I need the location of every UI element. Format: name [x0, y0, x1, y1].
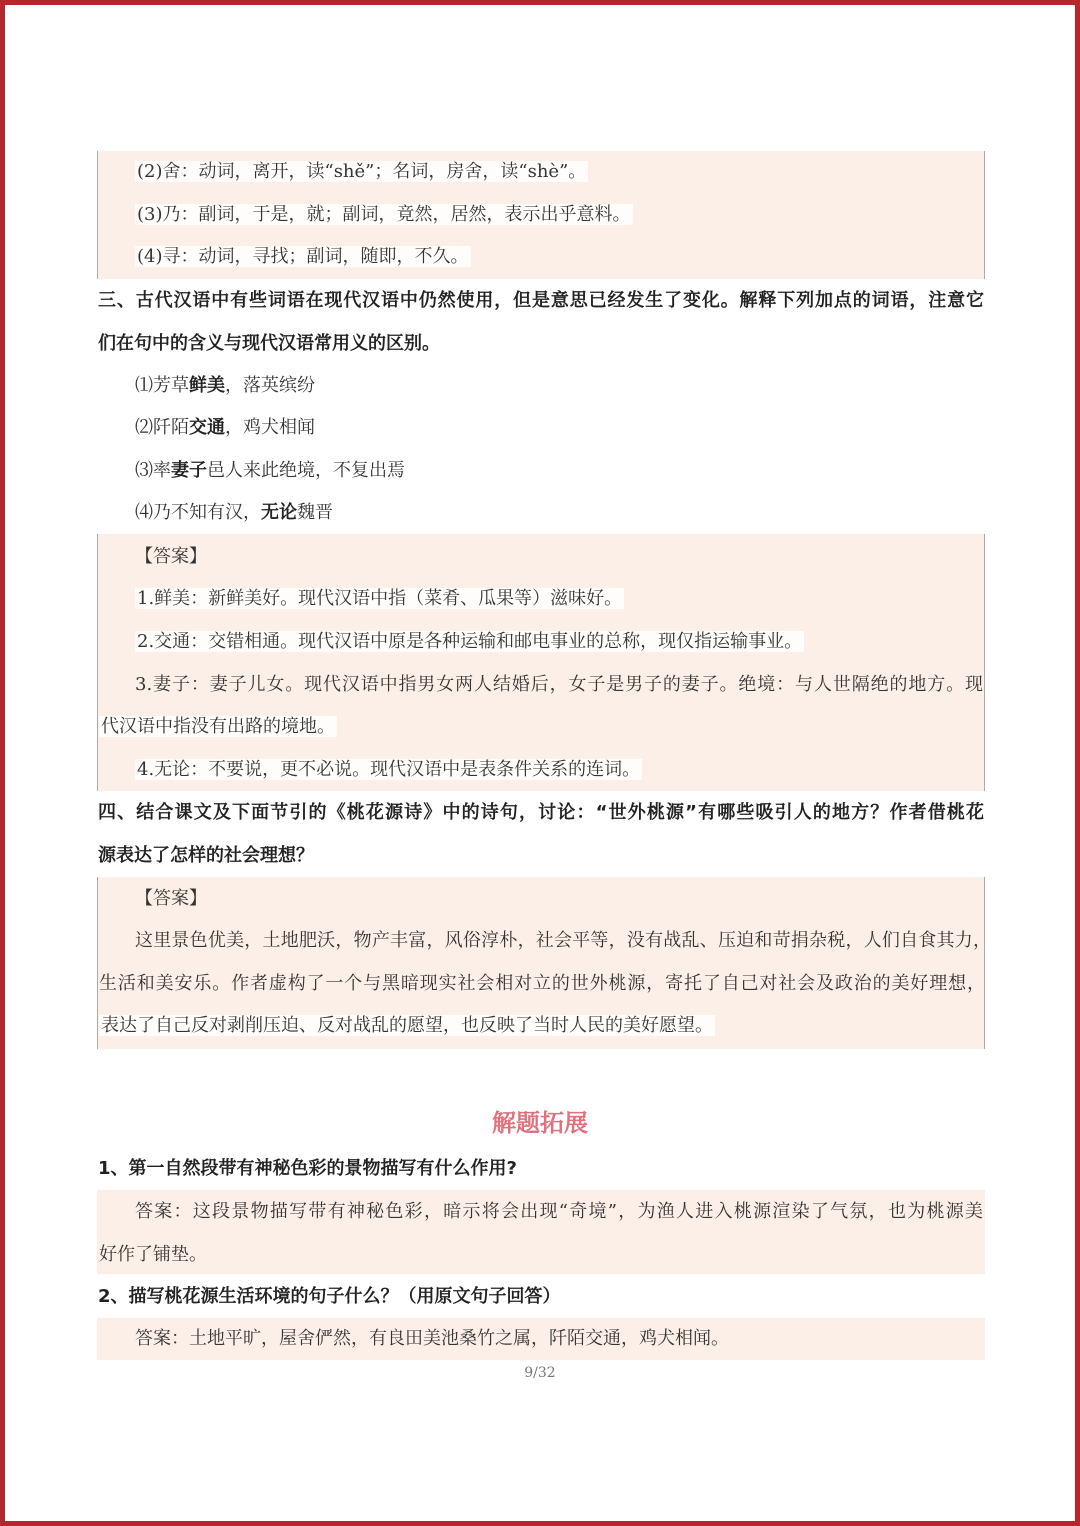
answer2-line2: 生活和美安乐。作者虚构了一个与黑暗现实社会相对立的世外桃源，寄托了自己对社会及政治的美好理想，	[99, 973, 985, 994]
box1-line1: (2)舍：动词，离开，读“shě”；名词，房舍，读“shè”。	[137, 161, 587, 182]
answer2-label: 【答案】	[135, 888, 207, 909]
answer1-item-3-line1: 3.妻子：妻子儿女。现代汉语中指男女两人结婚后，女子是男子的妻子。绝境：与人世隔绝的地方。现	[135, 674, 983, 695]
answer2-line1: 这里景色优美，土地肥沃，物产丰富，风俗淳朴，社会平等，没有战乱、压迫和苛捐杂税，人们自食其力，	[135, 930, 991, 951]
section-title: 解题拓展	[492, 1109, 588, 1137]
answer1-item-3-line2: 代汉语中指没有出路的境地。	[101, 716, 335, 737]
q3-heading-line2: 们在句中的含义与现代汉语常用义的区别。	[98, 333, 440, 354]
q3-item-3: ⑶率妻子邑人来此绝境，不复出焉	[135, 460, 405, 481]
q3-item-1: ⑴芳草鲜美，落英缤纷	[135, 375, 315, 396]
ext-answer-2: 答案：土地平旷，屋舍俨然，有良田美池桑竹之属，阡陌交通，鸡犬相闻。	[135, 1328, 729, 1349]
ext-question-2: 2、描写桃花源生活环境的句子什么？（用原文句子回答）	[98, 1286, 561, 1307]
q4-heading-line1: 四、结合课文及下面节引的《桃花源诗》中的诗句，讨论：“世外桃源”有哪些吸引人的地方？作者借桃花	[98, 802, 984, 823]
box1-line2: (3)乃：副词，于是，就；副词，竟然，居然，表示出乎意料。	[137, 204, 631, 225]
q4-heading-line2: 源表达了怎样的社会理想？	[98, 845, 314, 866]
box1-line3: (4)寻：动词，寻找；副词，随即，不久。	[137, 246, 469, 267]
ext-answer-1-line1: 答案：这段景物描写带有神秘色彩，暗示将会出现“奇境”，为渔人进入桃源渲染了气氛，也为桃源美	[135, 1201, 983, 1222]
ext-question-1: 1、第一自然段带有神秘色彩的景物描写有什么作用?	[98, 1158, 517, 1179]
page-number: 9/32	[524, 1365, 556, 1381]
q3-item-4: ⑷乃不知有汉，无论魏晋	[135, 502, 333, 523]
answer-box-q3	[97, 534, 985, 791]
q3-heading-line1: 三、古代汉语中有些词语在现代汉语中仍然使用，但是意思已经发生了变化。解释下列加点的词语，注意它	[98, 290, 984, 311]
answer2-line3: 表达了自己反对剥削压迫、反对战乱的愿望，也反映了当时人民的美好愿望。	[101, 1015, 713, 1036]
answer1-item-2: 2.交通：交错相通。现代汉语中原是各种运输和邮电事业的总称，现仅指运输事业。	[137, 631, 803, 652]
q3-item-2: ⑵阡陌交通，鸡犬相闻	[135, 417, 315, 438]
ext-answer-1-line2: 好作了铺垫。	[99, 1244, 207, 1265]
answer1-label: 【答案】	[135, 546, 207, 567]
answer1-item-4: 4.无论：不要说，更不必说。现代汉语中是表条件关系的连词。	[137, 759, 641, 780]
answer1-item-1: 1.鲜美：新鲜美好。现代汉语中指（菜肴、瓜果等）滋味好。	[137, 588, 623, 609]
